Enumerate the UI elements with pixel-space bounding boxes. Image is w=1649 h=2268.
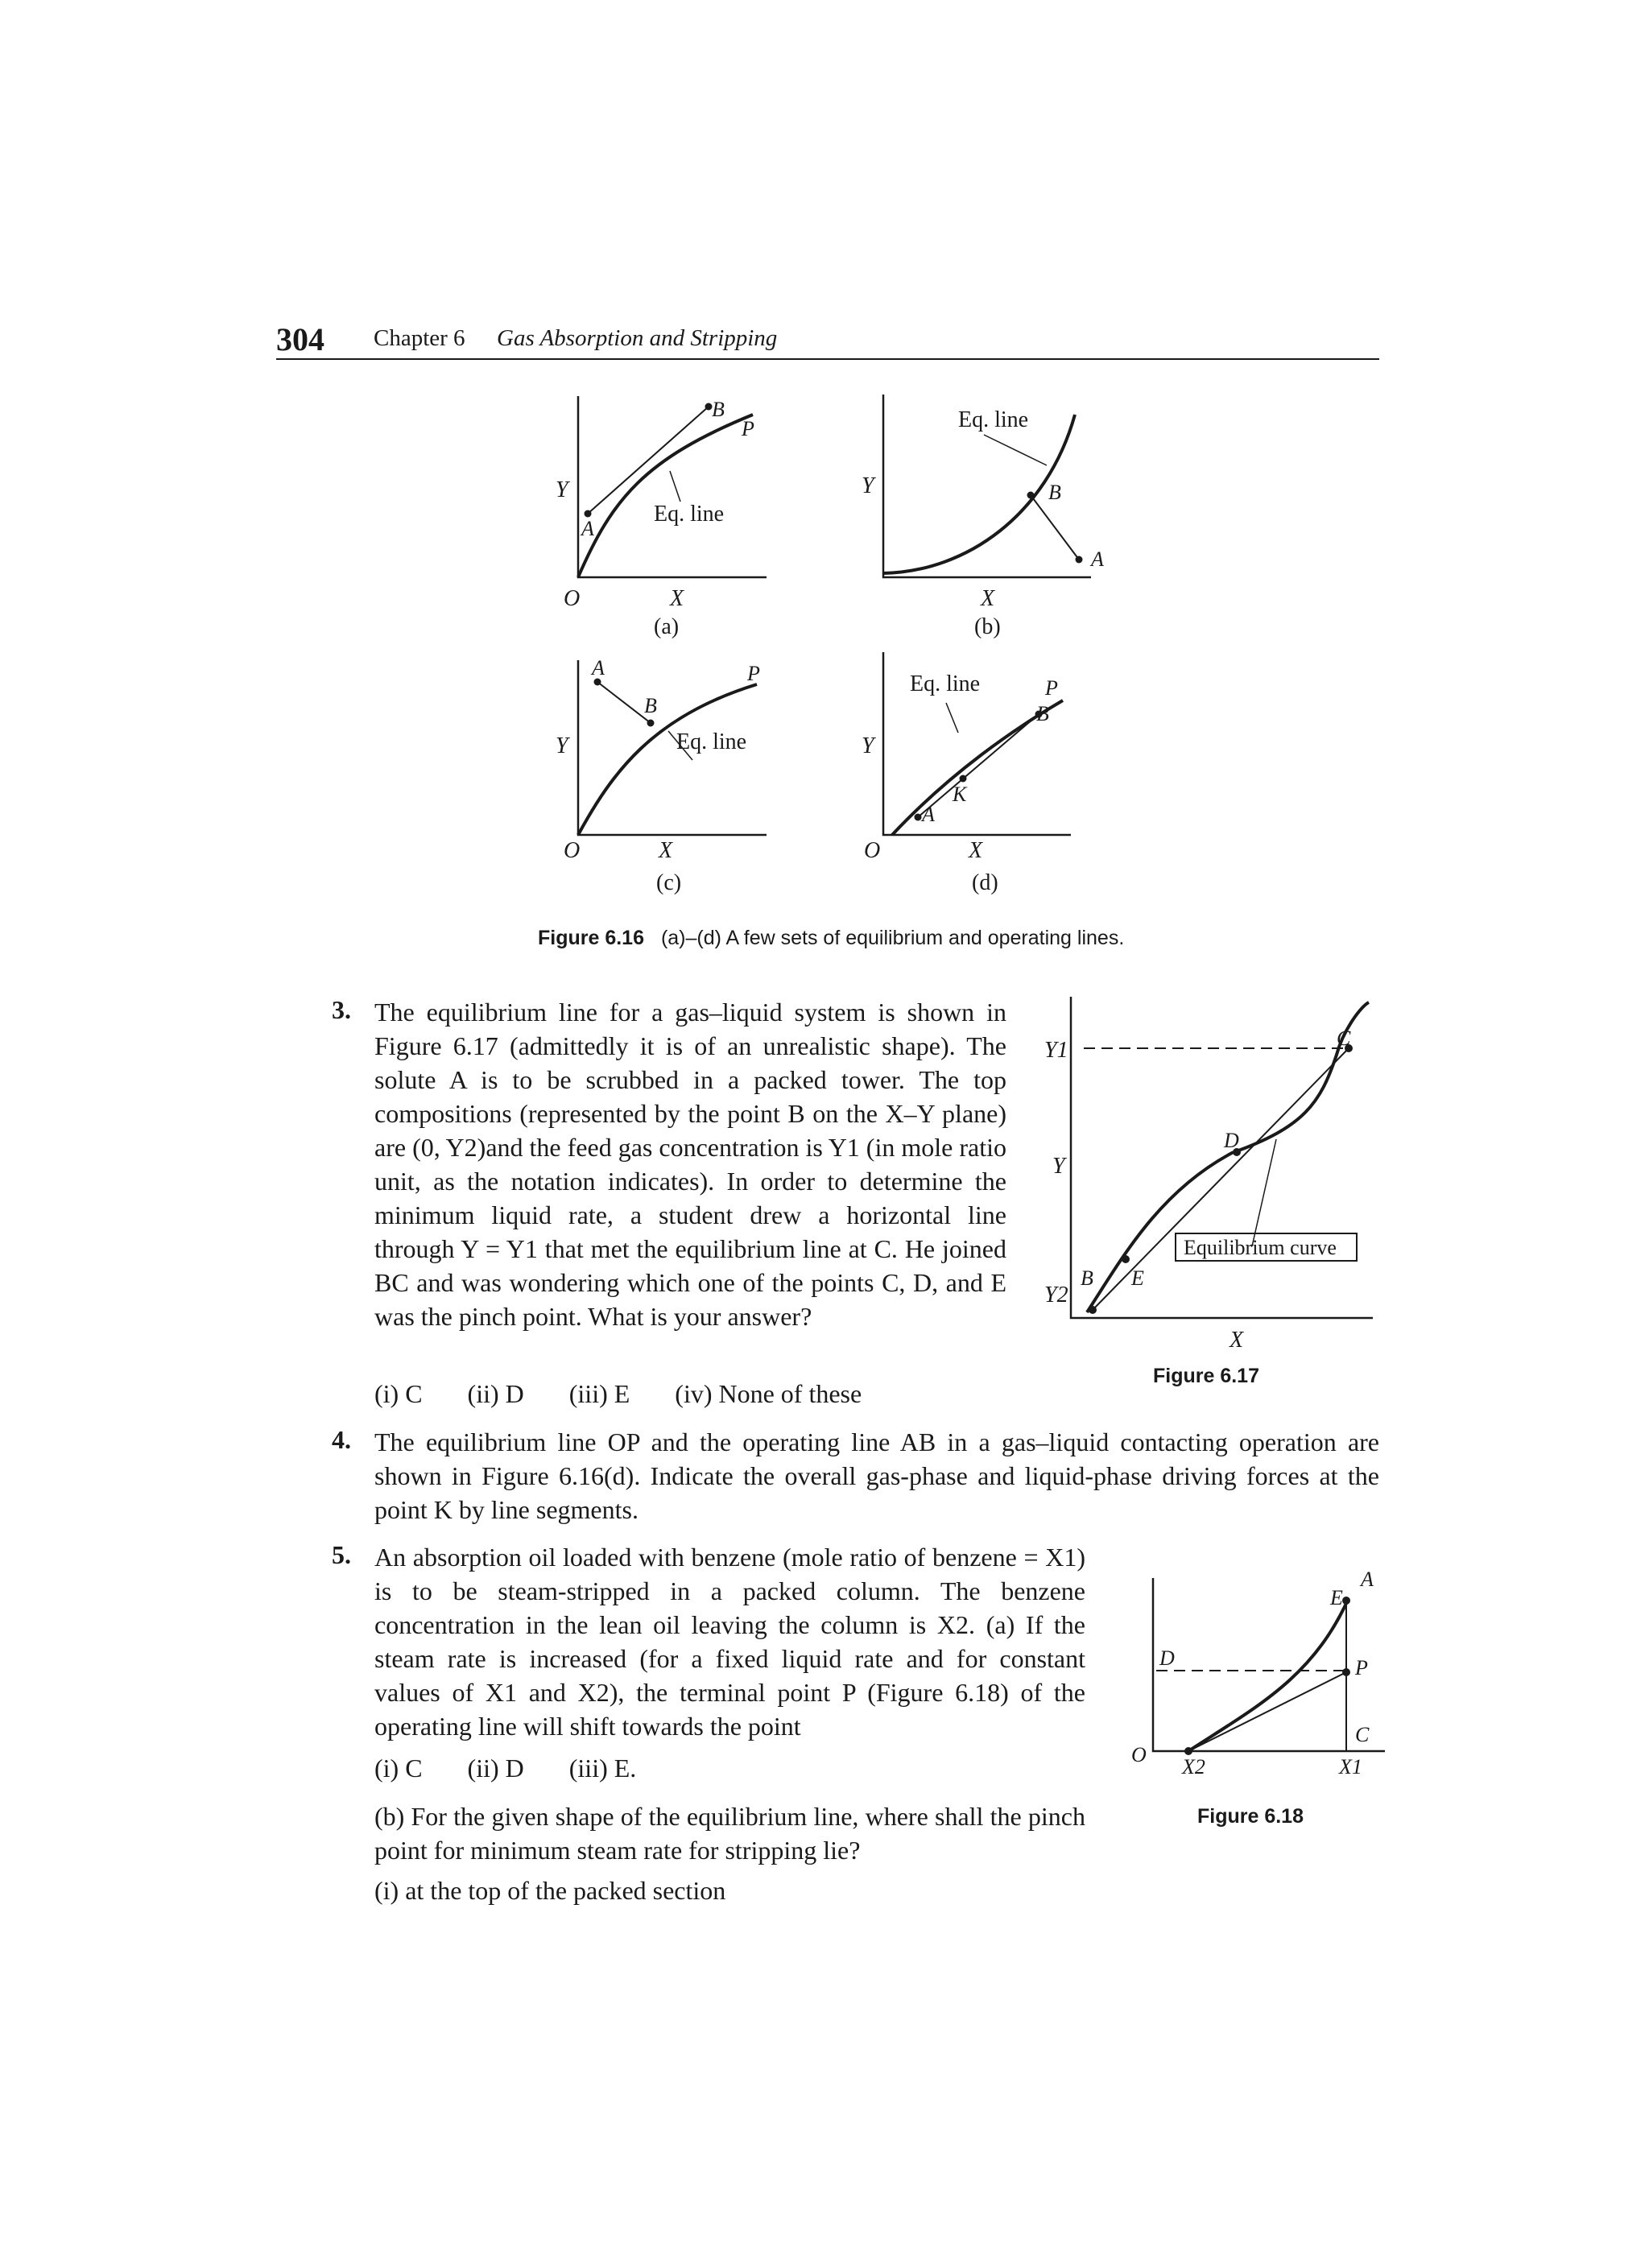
panel-d-eq-label: Eq. line [910,671,981,696]
panel-a-label-b: B [712,398,725,421]
figure-6-18-caption-text: Figure 6.18 [1197,1805,1304,1828]
chapter-title: Gas Absorption and Stripping [497,325,778,351]
question-5-text-b: (b) For the given shape of the equilibrium line, where shall the pinch point for minimum steam rate for stripping lie? [374,1802,1085,1865]
figure-6-17 [1071,997,1373,1318]
panel-d-label-a: A [922,803,935,826]
panel-d-point-k [960,775,967,783]
panel-b-tag: (b) [974,614,1001,639]
question-3-option-2: (ii) D [467,1379,524,1408]
panel-c-label-a: A [592,656,605,680]
panel-c-origin: O [564,838,581,863]
fig-6-18-operating-line [1188,1672,1346,1751]
panel-a-label-a: A [581,517,594,540]
fig-6-18-equilibrium-curve [1188,1598,1349,1751]
panel-c-point-b [647,720,655,727]
panel-d-y-label: Y [862,733,874,758]
panel-a-eq-line [578,415,753,577]
page-number: 304 [276,321,324,357]
figure-6-18 [1153,1578,1385,1751]
question-3-number: 3. [332,995,351,1024]
figure-6-16-caption-label: Figure 6.16 [538,927,644,949]
figure-6-16-panel-a [578,396,767,577]
panel-a-operating-line [588,407,709,514]
panel-d-tag: (d) [972,870,998,895]
fig-6-17-label-c: C [1337,1027,1351,1050]
question-4-number: 4. [332,1425,351,1454]
question-5-option-2: (ii) D [467,1754,524,1783]
panel-c-tag: (c) [656,870,682,895]
fig-6-17-point-b [1089,1306,1097,1314]
panel-d-operating-line [918,714,1039,817]
panel-b-label-a: A [1091,547,1104,571]
panel-b-point-a [1076,556,1083,564]
fig-6-18-point-x2 [1184,1747,1192,1755]
fig-6-18-origin: O [1131,1743,1147,1766]
figure-6-18-caption [1197,1805,1304,1828]
fig-6-17-x-label: X [1230,1328,1244,1353]
panel-a-origin: O [564,586,581,611]
question-3-text: The equilibrium line for a gas–liquid system is shown in Figure 6.17 (admittedly it is of an unrealistic shape). The solute A is to be scrubbed in a packed tower. The top compositions (represented by the point B on the X–Y plane) are (0, Y2)and the feed gas concentration is Y1 (in mole ratio unit, as the notation indicates). In order to determine the minimum liquid rate, a student drew a horizontal line through Y = Y1 that met the equilibrium line at C. He joined BC and was wondering which one of the points C, D, and E was the pinch point. What is your answer? [374,998,1006,1331]
panel-a-x-label: X [670,586,684,611]
panel-b-eq-pointer [984,435,1047,465]
panel-d-origin: O [864,838,881,863]
panel-a-y-label: Y [556,477,568,502]
fig-6-17-label-e: E [1131,1266,1144,1290]
fig-6-17-curve-label: Equilibrium curve [1184,1236,1337,1259]
fig-6-17-y1-label: Y1 [1044,1038,1068,1063]
question-5-options-a [374,1754,636,1783]
question-5-number: 5. [332,1540,351,1569]
panel-c-x-label: X [659,838,673,863]
panel-a-tag: (a) [654,614,680,639]
panel-d-eq-pointer [946,703,958,733]
fig-6-17-y2-label: Y2 [1044,1283,1068,1308]
figure-6-16-caption [538,927,1124,950]
question-3-options [374,1379,986,1409]
fig-6-17-label-d: D [1224,1129,1239,1152]
question-5-option-3: (iii) E. [568,1754,637,1783]
fig-6-18-x1-label: X1 [1339,1755,1362,1778]
panel-c-operating-line [597,682,651,723]
fig-6-18-axes [1153,1578,1385,1751]
figure-6-17-caption-text: Figure 6.17 [1153,1365,1259,1387]
fig-6-17-y-label: Y [1052,1154,1065,1179]
question-3-option-3: (iii) E [568,1379,630,1408]
question-4-text: The equilibrium line OP and the operating line AB in a gas–liquid contacting operation are shown in Figure 6.16(d). Indicate the overall gas-phase and liquid-phase driving forces at the point K by line segments. [374,1427,1379,1524]
panel-d-label-k: K [953,783,967,806]
panel-c-eq-label: Eq. line [676,729,747,754]
chapter-label: Chapter 6 [374,325,465,351]
fig-6-18-label-e: E [1330,1586,1343,1609]
figure-6-17-caption [1153,1365,1259,1388]
question-5-option-1: (i) C [374,1754,423,1783]
fig-6-18-point-a [1342,1597,1350,1605]
panel-a-axes [578,396,767,577]
panel-d-x-label: X [969,838,983,863]
fig-6-17-curve-pointer [1252,1139,1276,1246]
fig-6-18-label-a: A [1361,1568,1374,1591]
panel-d-label-p: P [1045,676,1058,700]
panel-c-y-label: Y [556,733,568,758]
fig-6-17-point-e [1122,1255,1130,1263]
panel-c-label-b: B [644,694,657,717]
panel-a-eq-pointer [670,471,680,502]
panel-d-point-a [915,814,922,821]
fig-6-18-label-d: D [1159,1646,1175,1670]
figure-6-16-caption-text: (a)–(d) A few sets of equilibrium and operating lines. [660,927,1125,949]
panel-b-y-label: Y [862,473,874,498]
question-5-option-b1: (i) at the top of the packed section [374,1876,726,1905]
fig-6-18-x2-label: X2 [1182,1755,1205,1778]
panel-b-label-b: B [1048,481,1061,504]
panel-c-eq-line [578,684,757,835]
fig-6-18-point-p [1342,1668,1350,1676]
fig-6-17-label-b: B [1081,1266,1093,1290]
question-3-option-1: (i) C [374,1379,423,1408]
fig-6-18-label-c: C [1355,1723,1370,1746]
panel-b-eq-label: Eq. line [958,407,1029,432]
panel-a-label-p: P [742,417,754,440]
question-3-option-4: (iv) None of these [675,1379,862,1408]
panel-c-label-p: P [747,662,760,685]
panel-a-eq-label: Eq. line [654,502,725,527]
panel-d-label-b: B [1036,702,1049,725]
panel-b-operating-line [1031,495,1079,560]
panel-b-eq-line [883,415,1075,573]
question-5-text-a: An absorption oil loaded with benzene (mole ratio of benzene = X1) is to be steam-stripped in a packed column. The benzene concentration in the lean oil leaving the column is X2. (a) If the steam rate is increased (for a fixed liquid rate and for constant values of X1 and X2), the terminal point P (Figure 6.18) of the operating line will shift towards the point [374,1543,1085,1741]
panel-b-point-b [1027,492,1035,499]
panel-b-x-label: X [981,586,995,611]
fig-6-18-label-p: P [1355,1656,1368,1679]
